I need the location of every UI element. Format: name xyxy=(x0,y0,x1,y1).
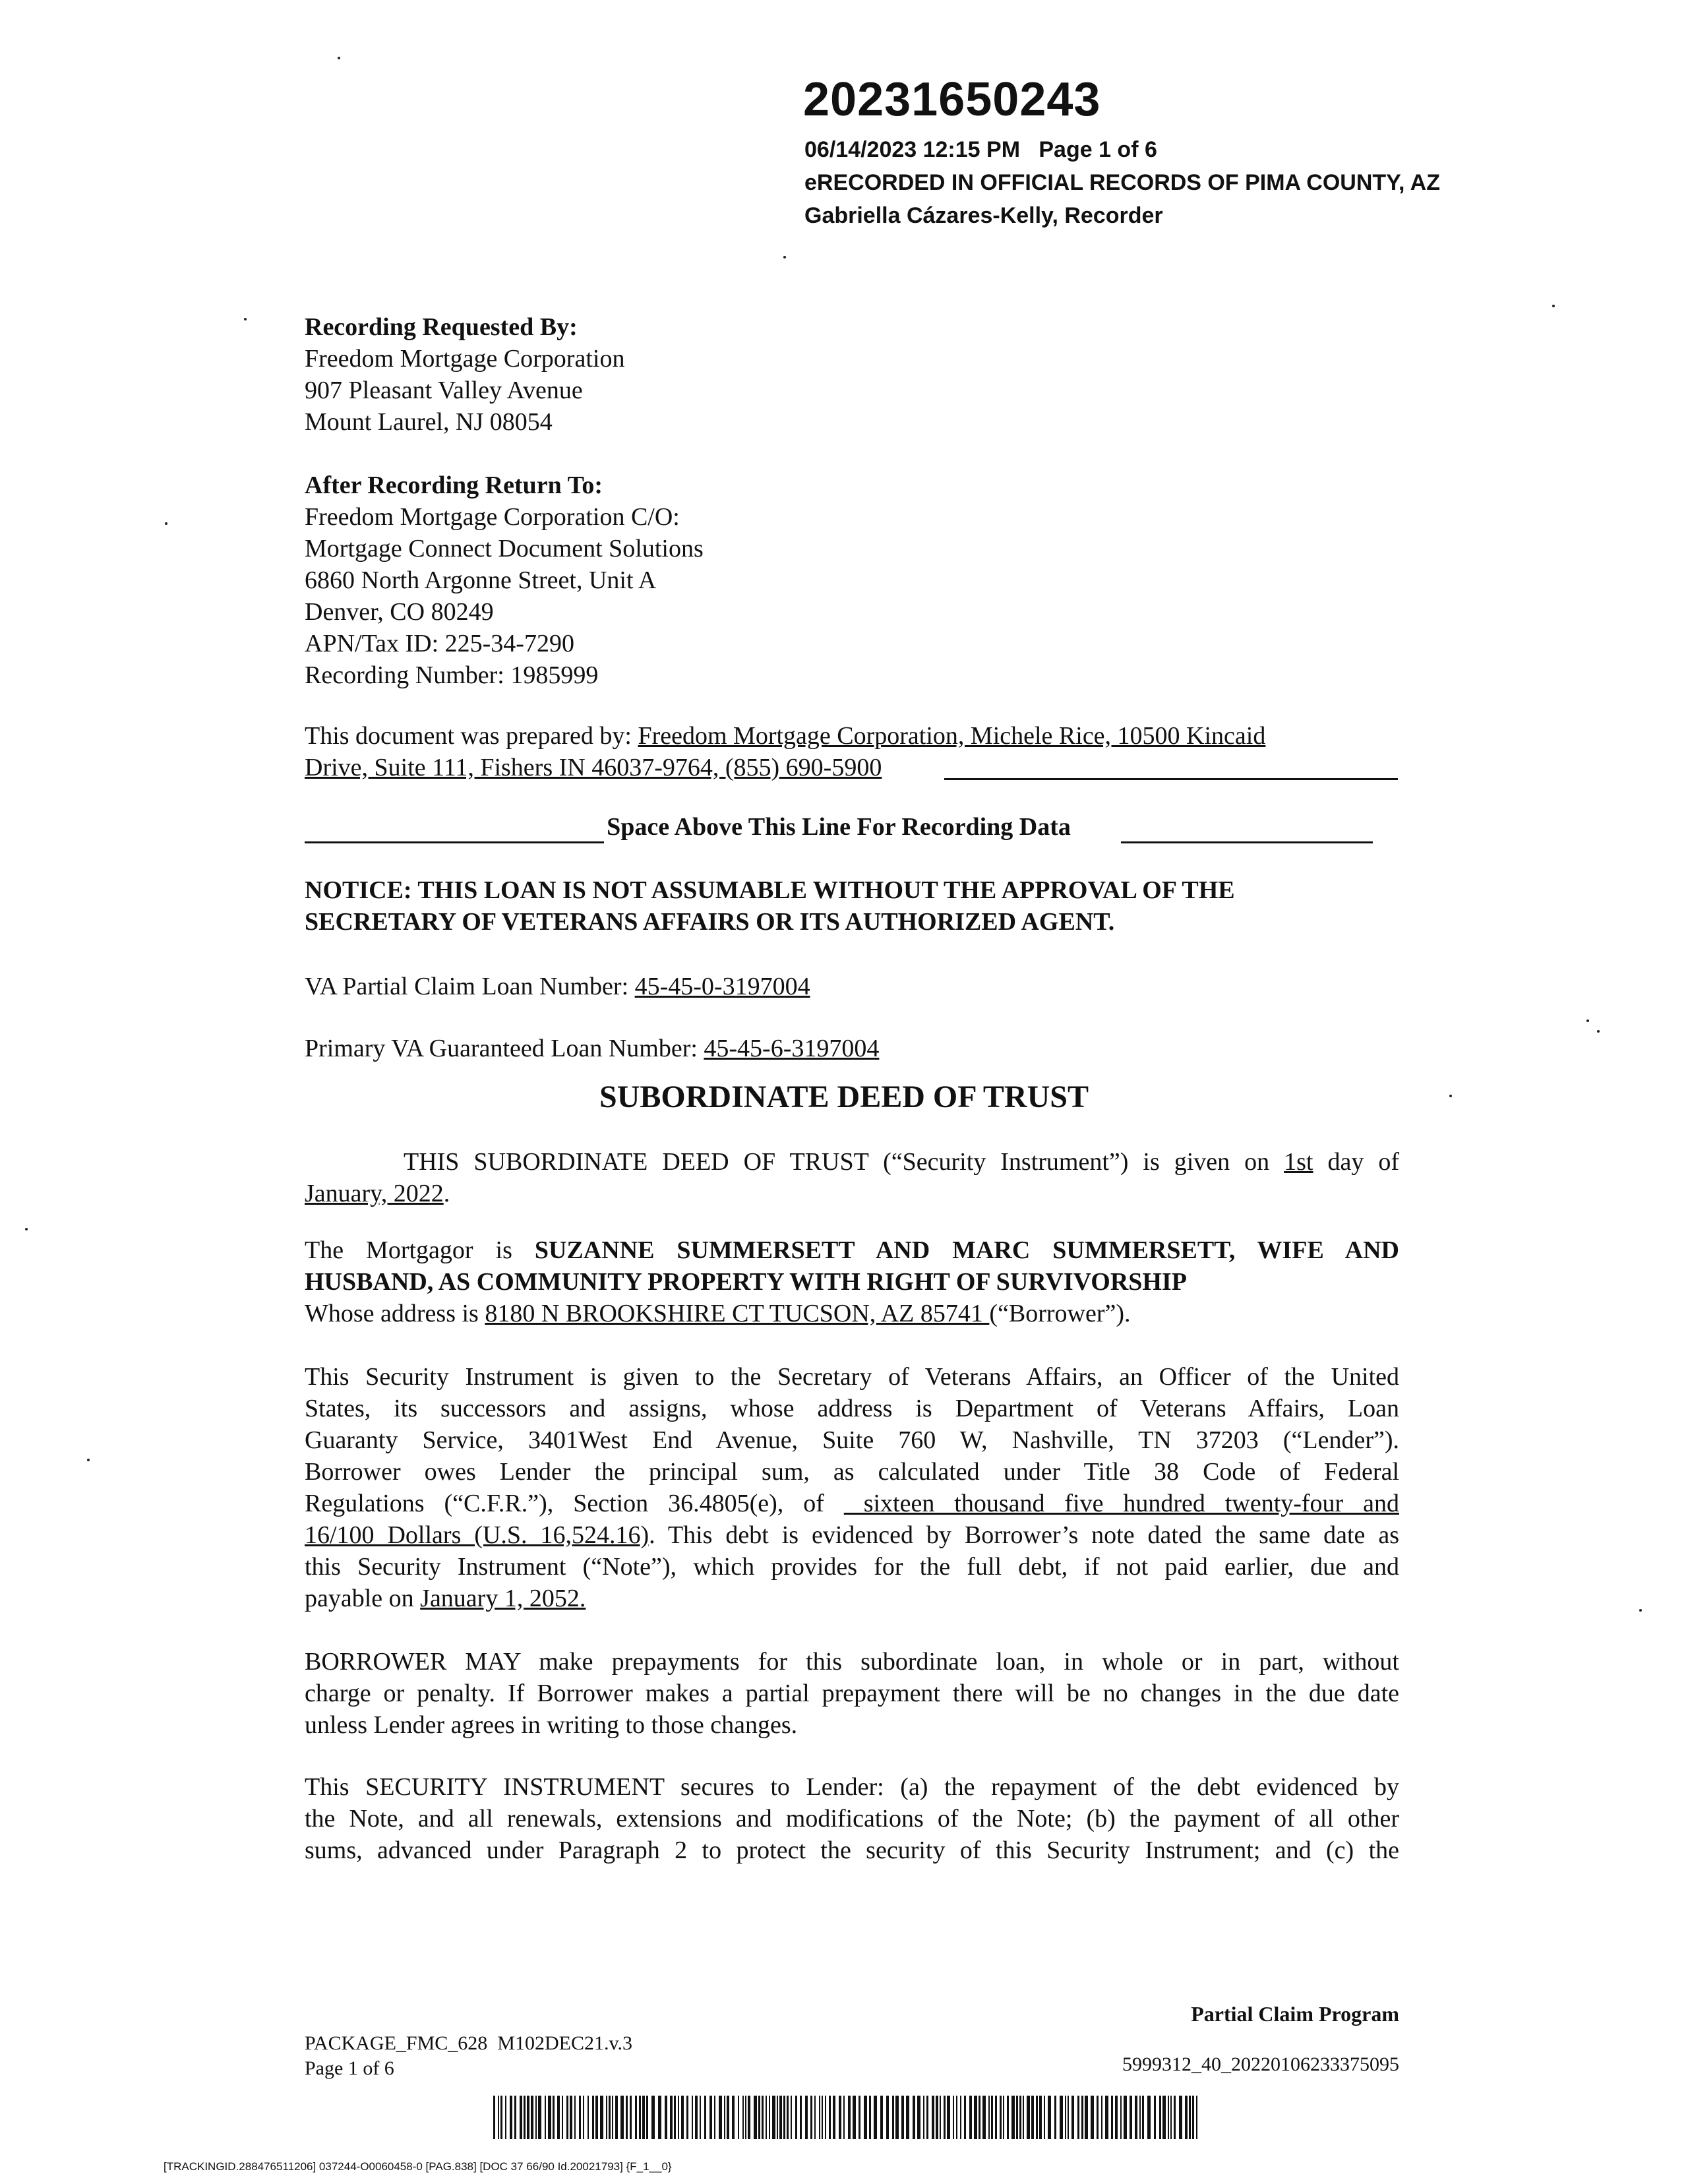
barcode-bar xyxy=(626,2096,628,2139)
barcode-bar xyxy=(704,2096,706,2139)
barcode-bar xyxy=(1007,2096,1009,2139)
barcode-bar xyxy=(639,2096,641,2139)
footer-program: Partial Claim Program xyxy=(1191,2002,1399,2026)
footer-page-number: Page 1 of 6 xyxy=(305,2057,394,2079)
return-to-block xyxy=(305,470,1399,691)
primary-loan-value: 45-45-6-3197004 xyxy=(704,1035,880,1062)
barcode-bar xyxy=(814,2096,816,2139)
barcode-bar xyxy=(1077,2096,1079,2139)
barcode-bar xyxy=(913,2096,915,2139)
barcode-bar xyxy=(1135,2096,1137,2139)
scan-speck xyxy=(1586,1019,1589,1022)
footer-package: PACKAGE_FMC_628 M102DEC21.v.3 xyxy=(305,2032,633,2054)
barcode-bar xyxy=(787,2096,789,2139)
barcode-bar xyxy=(1044,2096,1045,2139)
scan-speck xyxy=(244,318,247,320)
barcode-bar xyxy=(520,2096,522,2139)
barcode-bar xyxy=(498,2096,499,2139)
barcode-bar xyxy=(880,2096,883,2139)
barcode-bar xyxy=(777,2096,778,2139)
barcode-bar xyxy=(779,2096,782,2139)
prepayment-paragraph xyxy=(305,1646,1399,1741)
barcode-bar xyxy=(991,2096,993,2139)
barcode-bar xyxy=(829,2096,831,2139)
barcode-bar xyxy=(969,2096,972,2139)
barcode-bar xyxy=(1170,2096,1172,2139)
barcode-bar xyxy=(1105,2096,1108,2139)
recording-number: 20231650243 xyxy=(803,73,1101,126)
given-on-paragraph xyxy=(305,1146,1399,1209)
barcode-bar xyxy=(1065,2096,1066,2139)
barcode-bar xyxy=(1174,2096,1176,2139)
notice-line-2: SECRETARY OF VETERANS AFFAIRS OR ITS AUTHORIZED AGENT. xyxy=(305,908,1115,936)
barcode-bar xyxy=(615,2096,618,2139)
maturity-date: January 1, 2052. xyxy=(420,1585,586,1612)
barcode-bar xyxy=(1000,2096,1002,2139)
barcode-bar xyxy=(864,2096,867,2139)
security-instrument-paragraph xyxy=(305,1361,1399,1614)
barcode-bar xyxy=(748,2096,750,2139)
recording-county: eRECORDED IN OFFICIAL RECORDS OF PIMA COUNTY, AZ xyxy=(804,170,1441,195)
barcode-bar xyxy=(758,2096,760,2139)
security-line-5a: Regulations (“C.F.R.”), Section 36.4805(e), of xyxy=(305,1490,844,1517)
given-day: 1st xyxy=(1284,1148,1313,1176)
notice-line-1: NOTICE: THIS LOAN IS NOT ASSUMABLE WITHOUT THE APPROVAL OF THE xyxy=(305,876,1235,904)
principal-sum-amount: 16/100 Dollars (U.S. 16,524.16) xyxy=(305,1521,649,1549)
secures-line-3: sums, advanced under Paragraph 2 to protect the security of this Security Instrument; and (c) the xyxy=(305,1836,1399,1864)
barcode-bar xyxy=(974,2096,977,2139)
barcode-bar xyxy=(592,2096,594,2139)
security-line-1: This Security Instrument is given to the Secretary of Veterans Affairs, an Officer of the United xyxy=(305,1363,1399,1391)
security-line-2: States, its successors and assigns, whose address is Department of Veterans Affairs, Loan xyxy=(305,1395,1399,1422)
partial-loan-label: VA Partial Claim Loan Number: xyxy=(305,973,635,1000)
barcode-bar xyxy=(493,2096,495,2139)
barcode-bar xyxy=(574,2096,576,2139)
barcode-bar xyxy=(1085,2096,1088,2139)
prepay-line-2: charge or penalty. If Borrower makes a partial prepayment there will be no changes in the due date xyxy=(305,1680,1399,1707)
barcode-bar xyxy=(1097,2096,1099,2139)
barcode-bar xyxy=(505,2096,506,2139)
barcode-bar xyxy=(714,2096,715,2139)
barcode-bar xyxy=(932,2096,934,2139)
address-label: Whose address is xyxy=(305,1300,485,1327)
barcode-bar xyxy=(822,2096,823,2139)
barcode-bar xyxy=(1159,2096,1161,2139)
barcode-bar xyxy=(810,2096,812,2139)
barcode-bar xyxy=(953,2096,954,2139)
barcode-bar xyxy=(1124,2096,1127,2139)
barcode-bar xyxy=(819,2096,820,2139)
barcode-bar xyxy=(940,2096,941,2139)
barcode-bar xyxy=(612,2096,613,2139)
barcode-bar xyxy=(1139,2096,1141,2139)
barcode-bar xyxy=(1192,2096,1194,2139)
barcode-bar xyxy=(800,2096,802,2139)
given-day-suffix: day of xyxy=(1313,1148,1399,1176)
security-line-4: Borrower owes Lender the principal sum, as calculated under Title 38 Code of Federal xyxy=(305,1458,1399,1486)
partial-claim-loan-number xyxy=(305,971,1399,1002)
recording-date-page: 06/14/2023 12:15 PM Page 1 of 6 xyxy=(804,137,1157,162)
barcode-bar xyxy=(1048,2096,1051,2139)
barcode-bar xyxy=(500,2096,502,2139)
requested-by-line: 907 Pleasant Valley Avenue xyxy=(305,377,583,404)
barcode-bar xyxy=(1054,2096,1056,2139)
mortgagor-paragraph xyxy=(305,1234,1399,1329)
scan-speck xyxy=(783,256,786,258)
barcode-bar xyxy=(1081,2096,1083,2139)
barcode-bar xyxy=(709,2096,712,2139)
barcode-bar xyxy=(681,2096,684,2139)
barcode-bar xyxy=(926,2096,928,2139)
barcode-bar xyxy=(874,2096,877,2139)
barcode-bar xyxy=(1115,2096,1118,2139)
barcode-bar xyxy=(724,2096,725,2139)
notice xyxy=(305,874,1399,938)
barcode-bar xyxy=(524,2096,526,2139)
barcode-bar xyxy=(947,2096,950,2139)
return-to-label: After Recording Return To: xyxy=(305,471,603,499)
barcode-bar xyxy=(1111,2096,1113,2139)
barcode-bar xyxy=(1196,2096,1197,2139)
barcode-bar xyxy=(531,2096,533,2139)
mortgagor-intro: The Mortgagor is xyxy=(305,1236,535,1264)
recording-space-rule-left xyxy=(305,841,604,843)
barcode-bar xyxy=(514,2096,516,2139)
principal-sum-words: sixteen thousand five hundred twenty-four and xyxy=(843,1490,1399,1517)
barcode-bar xyxy=(982,2096,986,2139)
barcode-bar xyxy=(1027,2096,1030,2139)
barcode-bar xyxy=(833,2096,835,2139)
borrower-address: 8180 N BROOKSHIRE CT TUCSON, AZ 85741 xyxy=(485,1300,990,1327)
prepared-by-underline xyxy=(944,778,1398,780)
partial-loan-value: 45-45-0-3197004 xyxy=(634,973,810,1000)
barcode-bar xyxy=(1120,2096,1122,2139)
address-suffix: (“Borrower”). xyxy=(989,1300,1131,1327)
prepared-by xyxy=(305,720,1399,783)
scan-speck xyxy=(1449,1095,1452,1097)
footer-tracking-number: 5999312_40_20220106233375095 xyxy=(1122,2053,1399,2075)
scan-speck xyxy=(1597,1030,1600,1033)
barcode-bar xyxy=(527,2096,529,2139)
barcode-bar xyxy=(848,2096,851,2139)
barcode-bar xyxy=(1154,2096,1156,2139)
barcode-bar xyxy=(642,2096,645,2139)
scan-speck xyxy=(165,522,167,525)
barcode-bar xyxy=(936,2096,938,2139)
given-text: THIS SUBORDINATE DEED OF TRUST (“Security Instrument”) is given on xyxy=(404,1148,1284,1176)
barcode-bar xyxy=(545,2096,546,2139)
barcode-bar xyxy=(988,2096,990,2139)
barcode-bar xyxy=(538,2096,541,2139)
barcode-bar xyxy=(674,2096,676,2139)
barcode-bar xyxy=(853,2096,856,2139)
barcode-bar xyxy=(557,2096,560,2139)
barcode-bar xyxy=(1162,2096,1166,2139)
barcode-bar xyxy=(727,2096,729,2139)
document-title: SUBORDINATE DEED OF TRUST xyxy=(599,1079,1089,1114)
barcode-bar xyxy=(588,2096,589,2139)
given-date: January, 2022 xyxy=(305,1180,444,1207)
barcode-bar xyxy=(1091,2096,1094,2139)
barcode-bar xyxy=(745,2096,746,2139)
barcode-bar xyxy=(665,2096,667,2139)
barcode-bar xyxy=(635,2096,637,2139)
barcode-bar xyxy=(620,2096,624,2139)
barcode-bar xyxy=(692,2096,693,2139)
barcode xyxy=(493,2096,1200,2139)
barcode-bar xyxy=(762,2096,764,2139)
barcode-bar xyxy=(583,2096,584,2139)
barcode-bar xyxy=(1168,2096,1169,2139)
barcode-bar xyxy=(964,2096,966,2139)
barcode-bar xyxy=(1011,2096,1015,2139)
barcode-bar xyxy=(700,2096,701,2139)
secures-line-2: the Note, and all renewals, extensions and modifications of the Note; (b) the payment of all other xyxy=(305,1805,1399,1833)
prepared-by-value-1: Freedom Mortgage Corporation, Michele Rice, 10500 Kincaid xyxy=(638,722,1266,750)
barcode-bar xyxy=(754,2096,757,2139)
barcode-bar xyxy=(1031,2096,1034,2139)
given-end: . xyxy=(443,1180,450,1207)
requested-by-line: Mount Laurel, NJ 08054 xyxy=(305,408,553,436)
barcode-bar xyxy=(839,2096,841,2139)
barcode-bar xyxy=(1071,2096,1074,2139)
tracking-id: [TRACKINGID.288476511206] 037244-O0060458-0 [PAG.838] [DOC 37 66/90 Id.20021793] {F_1__0} xyxy=(164,2160,672,2173)
barcode-bar xyxy=(535,2096,537,2139)
barcode-bar xyxy=(917,2096,920,2139)
barcode-bar xyxy=(1060,2096,1063,2139)
barcode-bar xyxy=(595,2096,598,2139)
recording-recorder: Gabriella Cázares-Kelly, Recorder xyxy=(804,203,1163,228)
primary-loan-number xyxy=(305,1033,1399,1064)
prepay-line-3: unless Lender agrees in writing to those changes. xyxy=(305,1711,798,1739)
security-line-6b: . This debt is evidenced by Borrower’s note dated the same date as xyxy=(649,1521,1399,1549)
barcode-bar xyxy=(686,2096,688,2139)
barcode-bar xyxy=(944,2096,946,2139)
requested-by-block xyxy=(305,311,1399,438)
scan-speck xyxy=(338,57,340,59)
requested-by-line: Freedom Mortgage Corporation xyxy=(305,345,625,373)
recording-number-line: Recording Number: 1985999 xyxy=(305,661,599,689)
scan-speck xyxy=(25,1228,28,1230)
barcode-bar xyxy=(1185,2096,1188,2139)
barcode-bar xyxy=(1147,2096,1151,2139)
barcode-bar xyxy=(1179,2096,1182,2139)
barcode-bar xyxy=(791,2096,792,2139)
barcode-bar xyxy=(859,2096,860,2139)
return-to-line: Denver, CO 80249 xyxy=(305,598,494,626)
barcode-bar xyxy=(769,2096,770,2139)
primary-loan-label: Primary VA Guaranteed Loan Number: xyxy=(305,1035,704,1062)
barcode-bar xyxy=(960,2096,961,2139)
barcode-bar xyxy=(510,2096,512,2139)
barcode-bar xyxy=(658,2096,661,2139)
barcode-bar xyxy=(766,2096,767,2139)
barcode-bar xyxy=(956,2096,957,2139)
barcode-bar xyxy=(1039,2096,1042,2139)
barcode-bar xyxy=(742,2096,744,2139)
barcode-bar xyxy=(1003,2096,1004,2139)
requested-by-label: Recording Requested By: xyxy=(305,313,578,341)
prepared-by-prefix: This document was prepared by: xyxy=(305,722,638,750)
secures-paragraph xyxy=(305,1771,1399,1866)
barcode-bar xyxy=(1023,2096,1024,2139)
barcode-bar xyxy=(566,2096,568,2139)
space-above-label: Space Above This Line For Recording Data xyxy=(607,813,1071,841)
barcode-bar xyxy=(1130,2096,1132,2139)
barcode-bar xyxy=(579,2096,581,2139)
barcode-bar xyxy=(892,2096,894,2139)
scan-speck xyxy=(1639,1609,1642,1612)
barcode-bar xyxy=(843,2096,845,2139)
barcode-bar xyxy=(1036,2096,1038,2139)
barcode-bar xyxy=(886,2096,889,2139)
mortgagor-names-1: SUZANNE SUMMERSETT AND MARC SUMMERSETT, WIFE AND xyxy=(534,1236,1400,1264)
barcode-bar xyxy=(732,2096,735,2139)
barcode-bar xyxy=(670,2096,673,2139)
barcode-bar xyxy=(600,2096,603,2139)
barcode-bar xyxy=(805,2096,808,2139)
barcode-bar xyxy=(906,2096,909,2139)
scan-speck xyxy=(1552,305,1555,307)
barcode-bar xyxy=(719,2096,722,2139)
prepared-by-value-2: Drive, Suite 111, Fishers IN 46037-9764, (855) 690-5900 xyxy=(305,754,882,781)
security-line-7: this Security Instrument (“Note”), which provides for the full debt, if not paid earlier, due and xyxy=(305,1553,1399,1581)
barcode-bar xyxy=(895,2096,899,2139)
prepay-line-1: BORROWER MAY make prepayments for this subordinate loan, in whole or in part, without xyxy=(305,1648,1399,1676)
security-line-3: Guaranty Service, 3401West End Avenue, Suite 760 W, Nashville, TN 37203 (“Lender”). xyxy=(305,1426,1399,1454)
return-to-line: Freedom Mortgage Corporation C/O: xyxy=(305,503,680,531)
barcode-bar xyxy=(695,2096,698,2139)
barcode-bar xyxy=(783,2096,785,2139)
barcode-bar xyxy=(869,2096,871,2139)
barcode-bar xyxy=(1189,2096,1191,2139)
barcode-bar xyxy=(901,2096,904,2139)
barcode-bar xyxy=(553,2096,555,2139)
barcode-bar xyxy=(1142,2096,1144,2139)
barcode-bar xyxy=(1101,2096,1102,2139)
barcode-bar xyxy=(1016,2096,1018,2139)
barcode-bar xyxy=(772,2096,775,2139)
secures-line-1: This SECURITY INSTRUMENT secures to Lender: (a) the repayment of the debt evidenced by xyxy=(305,1773,1399,1801)
recording-space-rule-right xyxy=(1121,841,1373,843)
barcode-bar xyxy=(1068,2096,1069,2139)
barcode-bar xyxy=(651,2096,655,2139)
barcode-bar xyxy=(548,2096,551,2139)
apn-tax-id: APN/Tax ID: 225-34-7290 xyxy=(305,630,574,657)
barcode-bar xyxy=(795,2096,797,2139)
barcode-bar xyxy=(1019,2096,1021,2139)
scan-speck xyxy=(87,1459,90,1461)
barcode-bar xyxy=(606,2096,607,2139)
security-line-8a: payable on xyxy=(305,1585,421,1612)
barcode-bar xyxy=(979,2096,980,2139)
barcode-bar xyxy=(646,2096,648,2139)
barcode-bar xyxy=(570,2096,572,2139)
barcode-bar xyxy=(923,2096,924,2139)
barcode-bar xyxy=(562,2096,563,2139)
return-to-line: Mortgage Connect Document Solutions xyxy=(305,535,704,562)
barcode-bar xyxy=(630,2096,632,2139)
barcode-bar xyxy=(678,2096,679,2139)
barcode-bar xyxy=(995,2096,997,2139)
barcode-bar xyxy=(609,2096,611,2139)
return-to-line: 6860 North Argonne Street, Unit A xyxy=(305,566,657,594)
mortgagor-names-2: HUSBAND, AS COMMUNITY PROPERTY WITH RIGHT OF SURVIVORSHIP xyxy=(305,1268,1187,1296)
barcode-bar xyxy=(738,2096,739,2139)
barcode-bar xyxy=(825,2096,826,2139)
